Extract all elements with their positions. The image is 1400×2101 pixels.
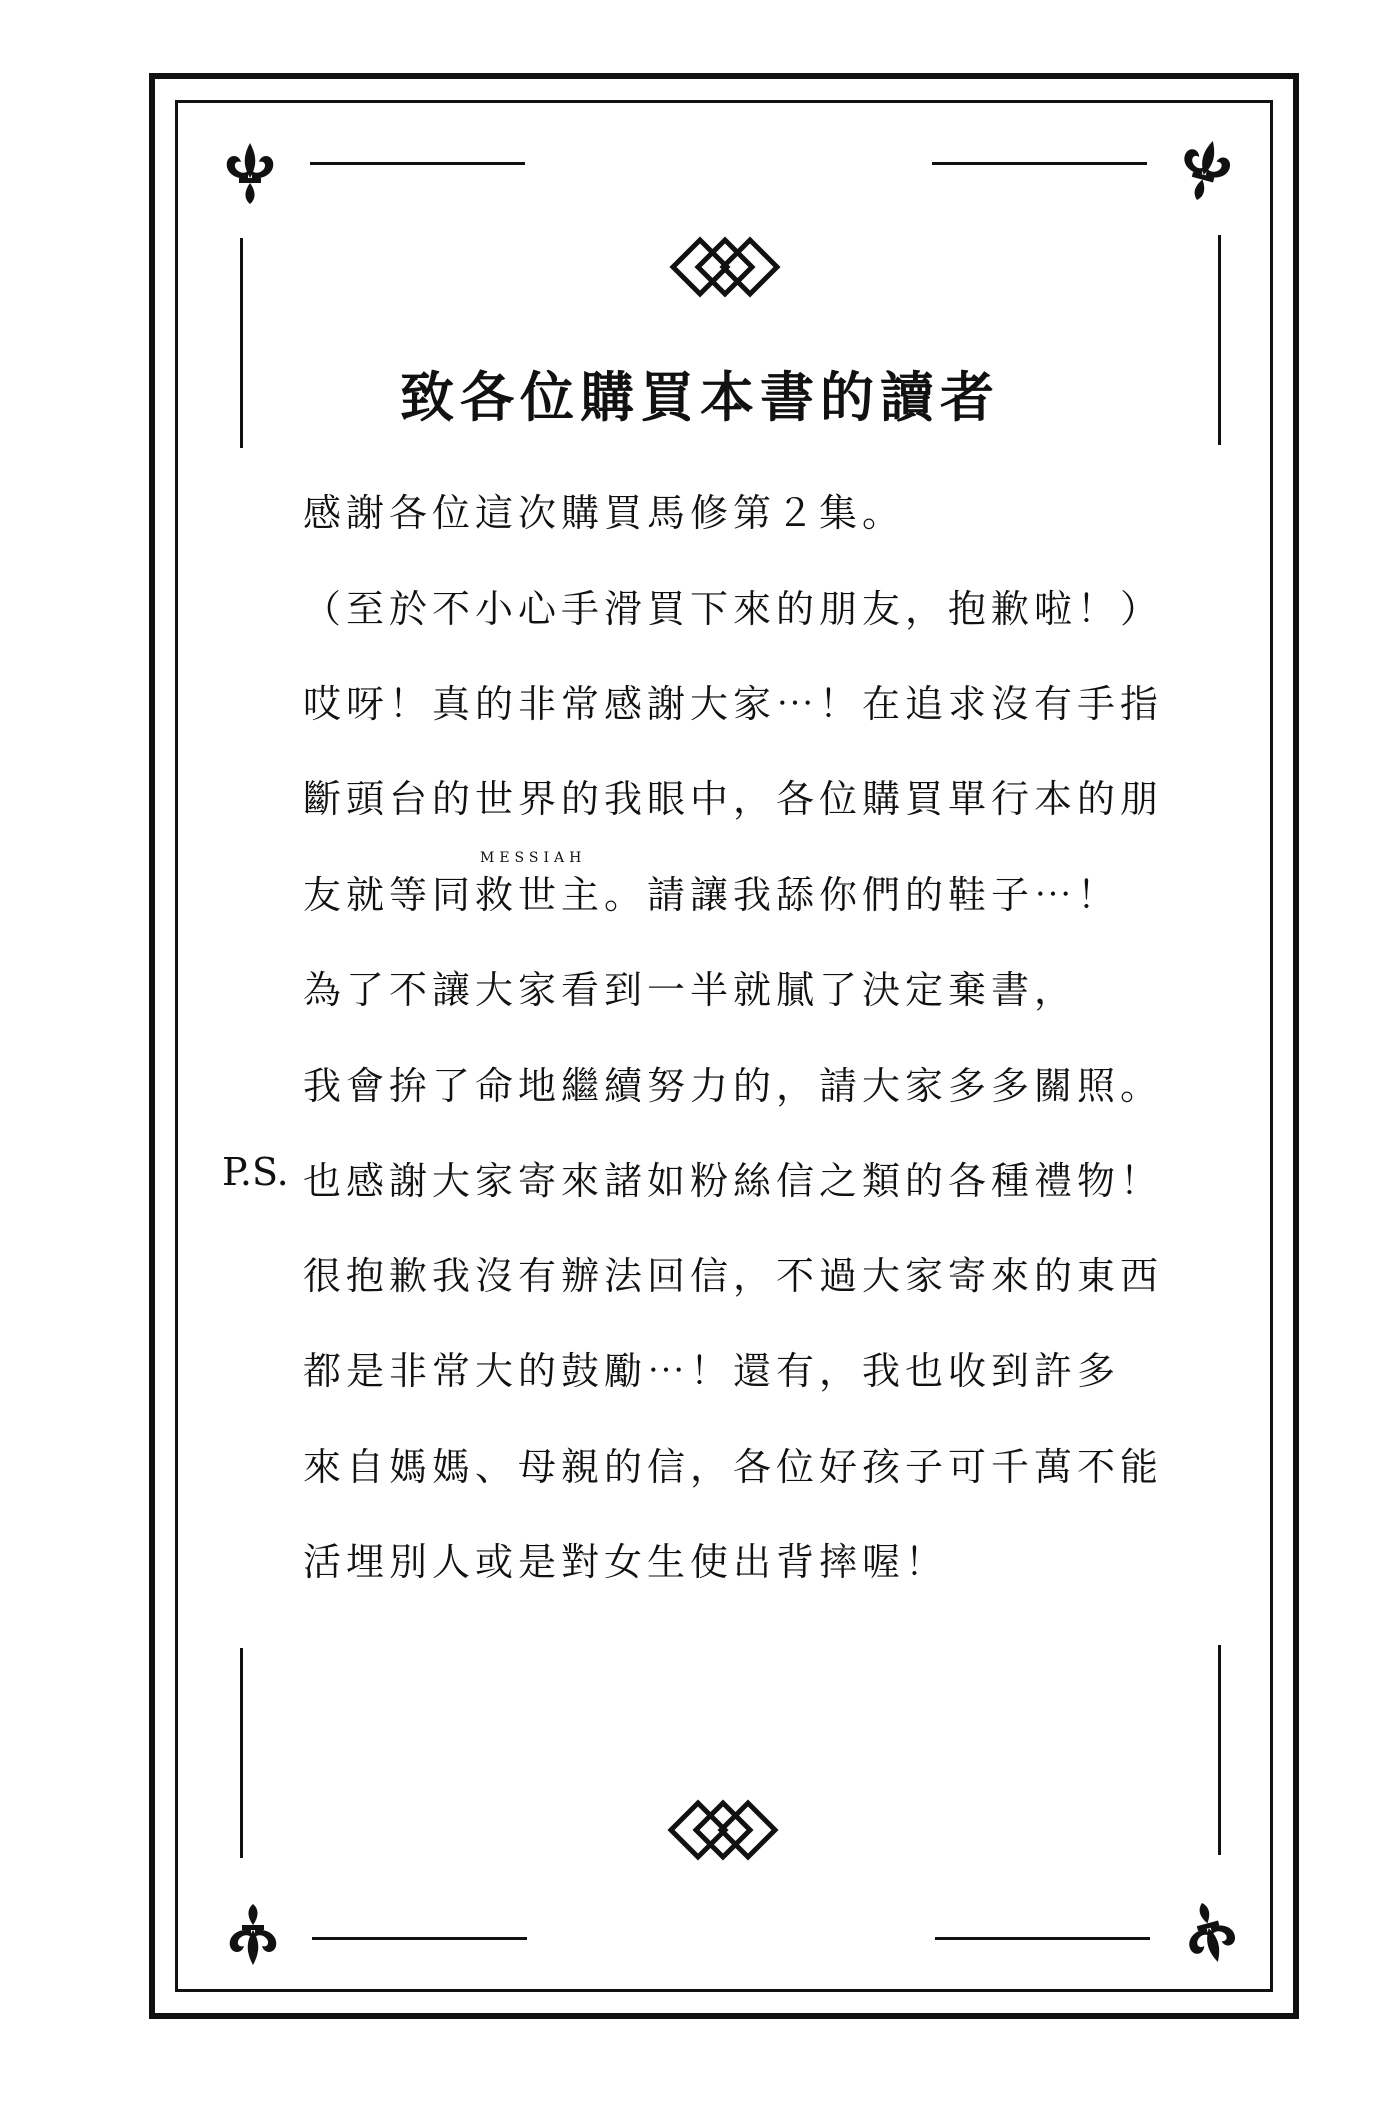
letter-line: （至於不小心手滑買下來的朋友，抱歉啦！） — [303, 587, 1164, 631]
letter-line: 來自媽媽、母親的信，各位好孩子可千萬不能 — [303, 1445, 1164, 1489]
letter-line: 活埋別人或是對女生使出背摔喔！ — [303, 1540, 949, 1584]
ps-label: P.S. — [222, 1150, 289, 1194]
letter-line: 很抱歉我沒有辦法回信，不過大家寄來的東西 — [303, 1254, 1164, 1298]
page-title: 致各位購買本書的讀者 — [400, 365, 1000, 429]
letter-line: 都是非常大的鼓勵⋯！還有，我也收到許多 — [303, 1349, 1121, 1393]
letter-line: 感謝各位這次購買馬修第２集。 — [303, 491, 906, 535]
letter-line: 也感謝大家寄來諸如粉絲信之類的各種禮物！ — [303, 1159, 1164, 1203]
letter-line: 斷頭台的世界的我眼中，各位購買單行本的朋 — [303, 777, 1164, 821]
ruby-annotation: MESSIAH — [480, 850, 587, 866]
letter-line: 我會拚了命地繼續努力的，請大家多多關照。 — [303, 1064, 1164, 1108]
letter-line: 友就等同救世主。請讓我舔你們的鞋子⋯！ — [303, 873, 1121, 917]
letter-line: 哎呀！真的非常感謝大家⋯！在追求沒有手指 — [303, 682, 1164, 726]
letter-line: 為了不讓大家看到一半就膩了決定棄書， — [303, 968, 1078, 1012]
